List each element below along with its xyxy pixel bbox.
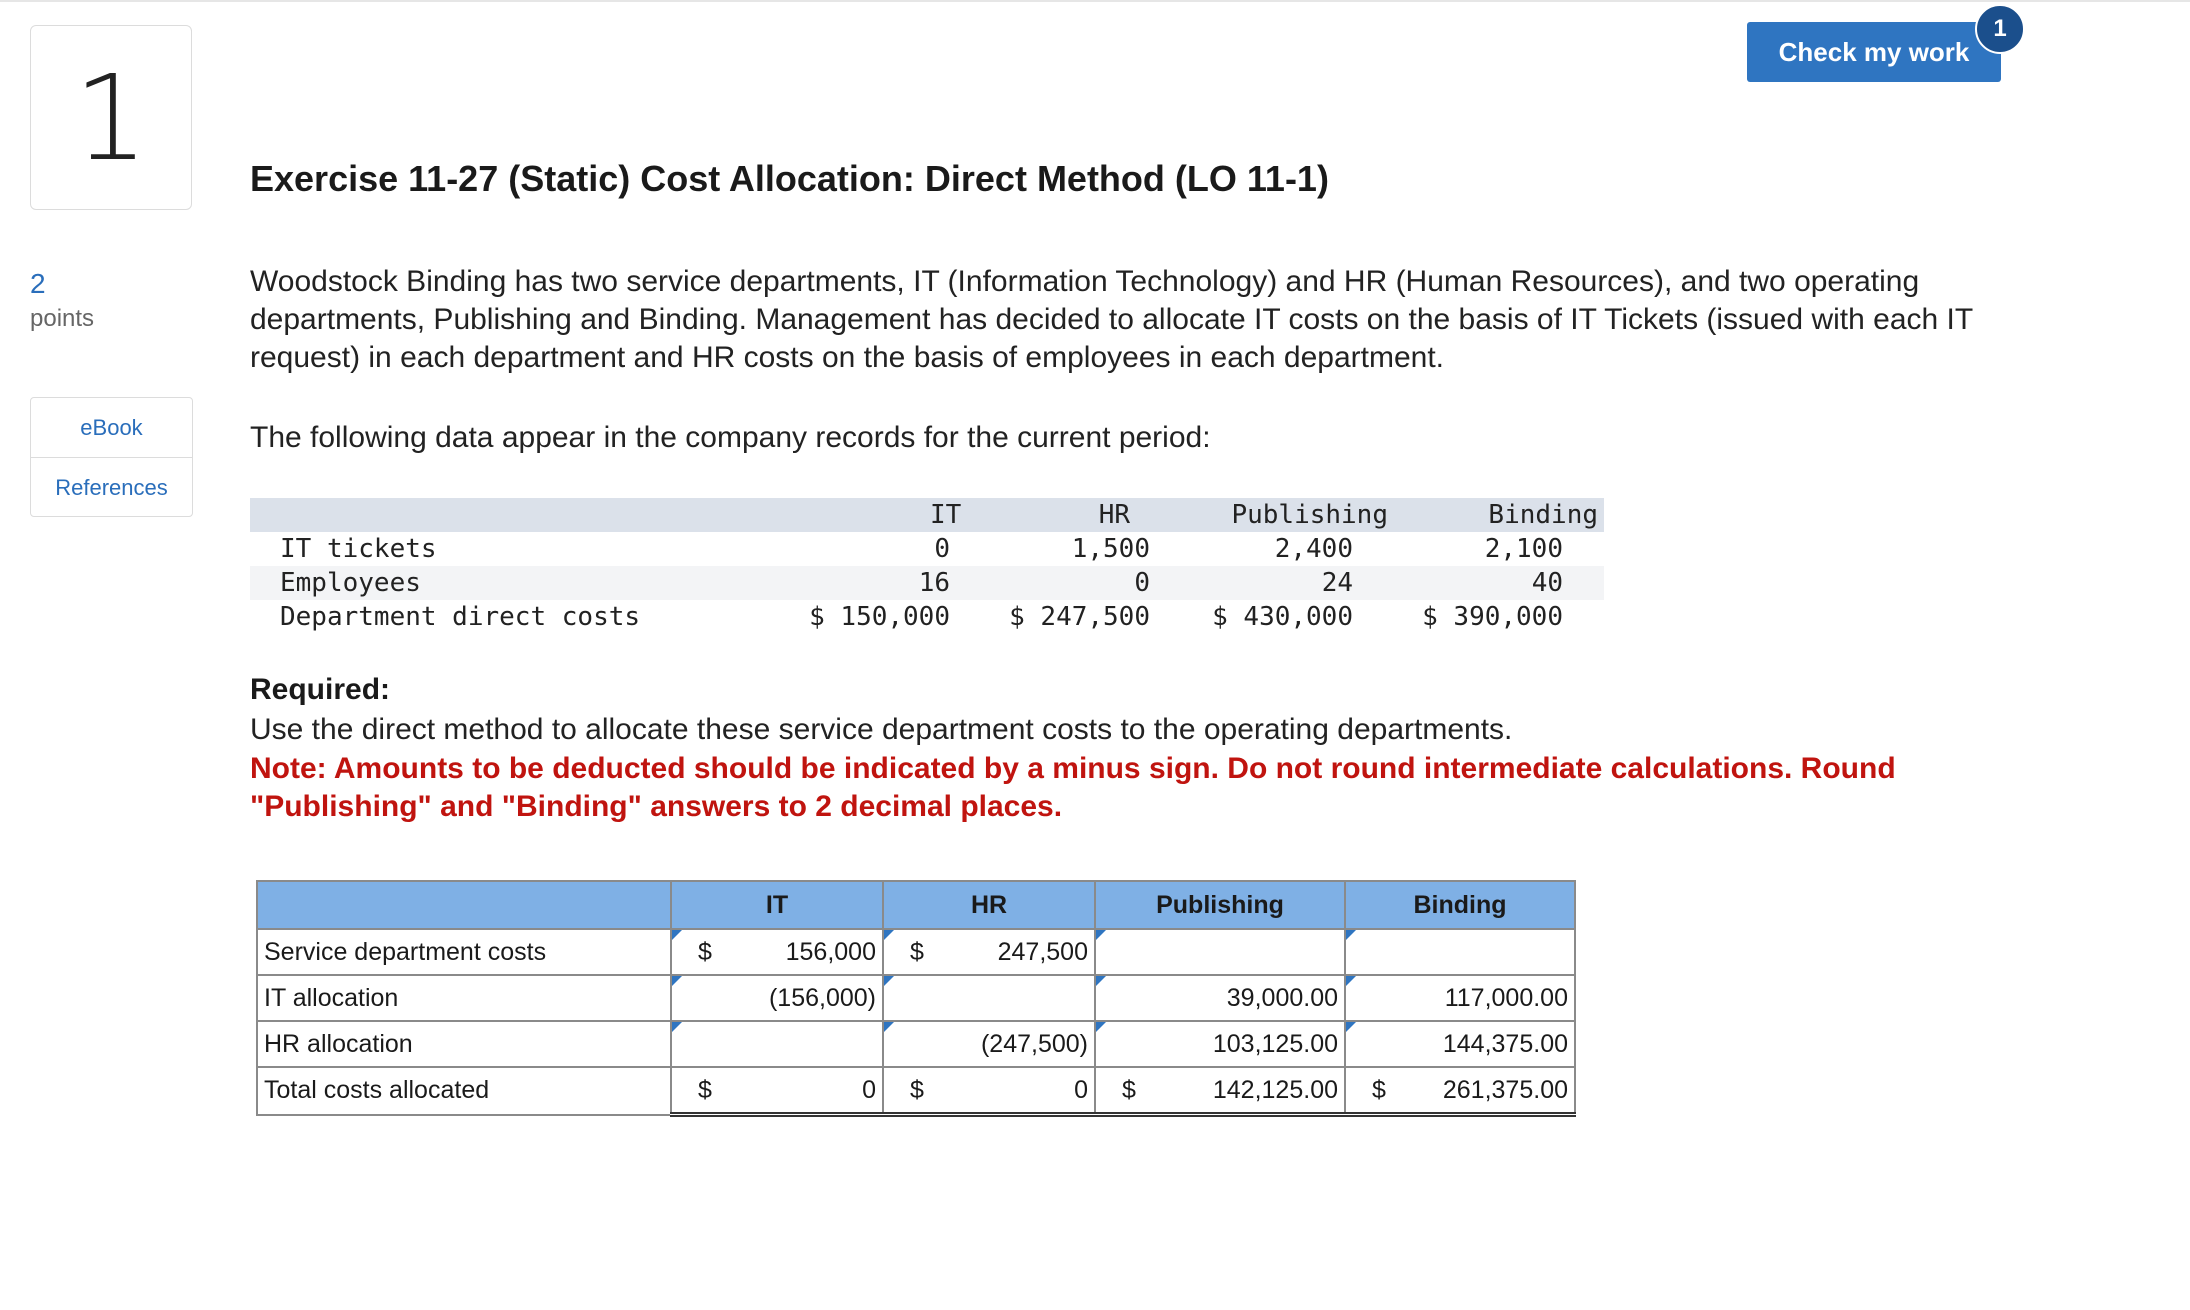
answer-header-it: IT: [671, 881, 883, 929]
problem-description: Woodstock Binding has two service departments, IT (Information Technology) and HR (Human Resources), and two operating departments, Publishing and Binding. Management has decided to allocate IT costs on the basis of IT Tickets (issued with each IT request) in each department and HR costs on the basis of employees in each department.: [250, 265, 1973, 374]
service-costs-it-input[interactable]: $ 156,000: [671, 929, 883, 975]
total-publishing-value: $ 142,125.00: [1095, 1067, 1345, 1115]
ebook-button[interactable]: eBook: [80, 414, 143, 440]
data-row-employees: Employees 16 0 24 40: [250, 566, 1604, 600]
exercise-title: Exercise 11-27 (Static) Cost Allocation: Direct Method (LO 11-1): [250, 158, 1329, 199]
hr-allocation-binding-input[interactable]: 144,375.00: [1345, 1021, 1575, 1067]
top-divider: [0, 0, 2190, 6]
total-binding-value: $ 261,375.00: [1345, 1067, 1575, 1115]
it-allocation-it-input[interactable]: (156,000): [671, 975, 883, 1021]
row-service-department-costs: Service department costs $ 156,000 $ 247,500: [257, 929, 1575, 975]
total-hr-value: $ 0: [883, 1067, 1095, 1115]
question-number: 1: [30, 25, 192, 210]
points-label: points: [30, 305, 95, 332]
hr-allocation-hr-input[interactable]: (247,500): [883, 1021, 1095, 1067]
service-costs-hr-input[interactable]: $ 247,500: [883, 929, 1095, 975]
answer-header-publishing: Publishing: [1095, 881, 1345, 929]
points-value: 2: [30, 268, 46, 299]
service-costs-binding-input[interactable]: [1345, 929, 1575, 975]
answer-header-hr: HR: [883, 881, 1095, 929]
it-allocation-hr-input[interactable]: [883, 975, 1095, 1021]
data-header-binding: Binding: [1488, 500, 1598, 530]
company-data-table: [250, 498, 1604, 634]
attempts-badge: 1: [1975, 4, 2025, 54]
total-it-value: $ 0: [671, 1067, 883, 1115]
hr-allocation-publishing-input[interactable]: 103,125.00: [1095, 1021, 1345, 1067]
data-intro: The following data appear in the company records for the current period:: [250, 421, 1211, 454]
data-header-it: IT: [930, 500, 962, 530]
resource-buttons: [30, 397, 193, 517]
data-row-it-tickets: IT tickets 0 1,500 2,400 2,100: [280, 534, 1563, 564]
it-allocation-publishing-input[interactable]: 39,000.00: [1095, 975, 1345, 1021]
data-row-direct-costs: Department direct costs $ 150,000 $ 247,500 $ 430,000 $ 390,000: [280, 602, 1563, 632]
answer-table: [256, 880, 1576, 1117]
hr-allocation-it-input[interactable]: [671, 1021, 883, 1067]
answer-header-binding: Binding: [1345, 881, 1575, 929]
row-it-allocation: IT allocation (156,000) 39,000.00 117,000.00: [257, 975, 1575, 1021]
service-costs-publishing-input[interactable]: [1095, 929, 1345, 975]
instruction-note: Note: Amounts to be deducted should be indicated by a minus sign. Do not round intermediate calculations. Round "Publishing" and "Binding" answers to 2 decimal places.: [250, 752, 1896, 823]
references-button[interactable]: References: [31, 457, 192, 517]
data-header-publishing: Publishing: [1231, 500, 1388, 530]
it-allocation-binding-input[interactable]: 117,000.00: [1345, 975, 1575, 1021]
check-my-work-button[interactable]: Check my work: [1747, 22, 2001, 82]
data-header-hr: HR: [1098, 500, 1130, 530]
row-total-costs-allocated: Total costs allocated $ 0 $ 0 $ 142,125.00 $ 261,375.00: [257, 1067, 1575, 1115]
answer-table-header: [257, 881, 1575, 929]
required-heading: Required:: [250, 673, 391, 706]
data-table-header: [250, 498, 1604, 532]
required-text: Use the direct method to allocate these service department costs to the operating departments.: [250, 713, 1513, 746]
row-hr-allocation: HR allocation (247,500) 103,125.00 144,375.00: [257, 1021, 1575, 1067]
